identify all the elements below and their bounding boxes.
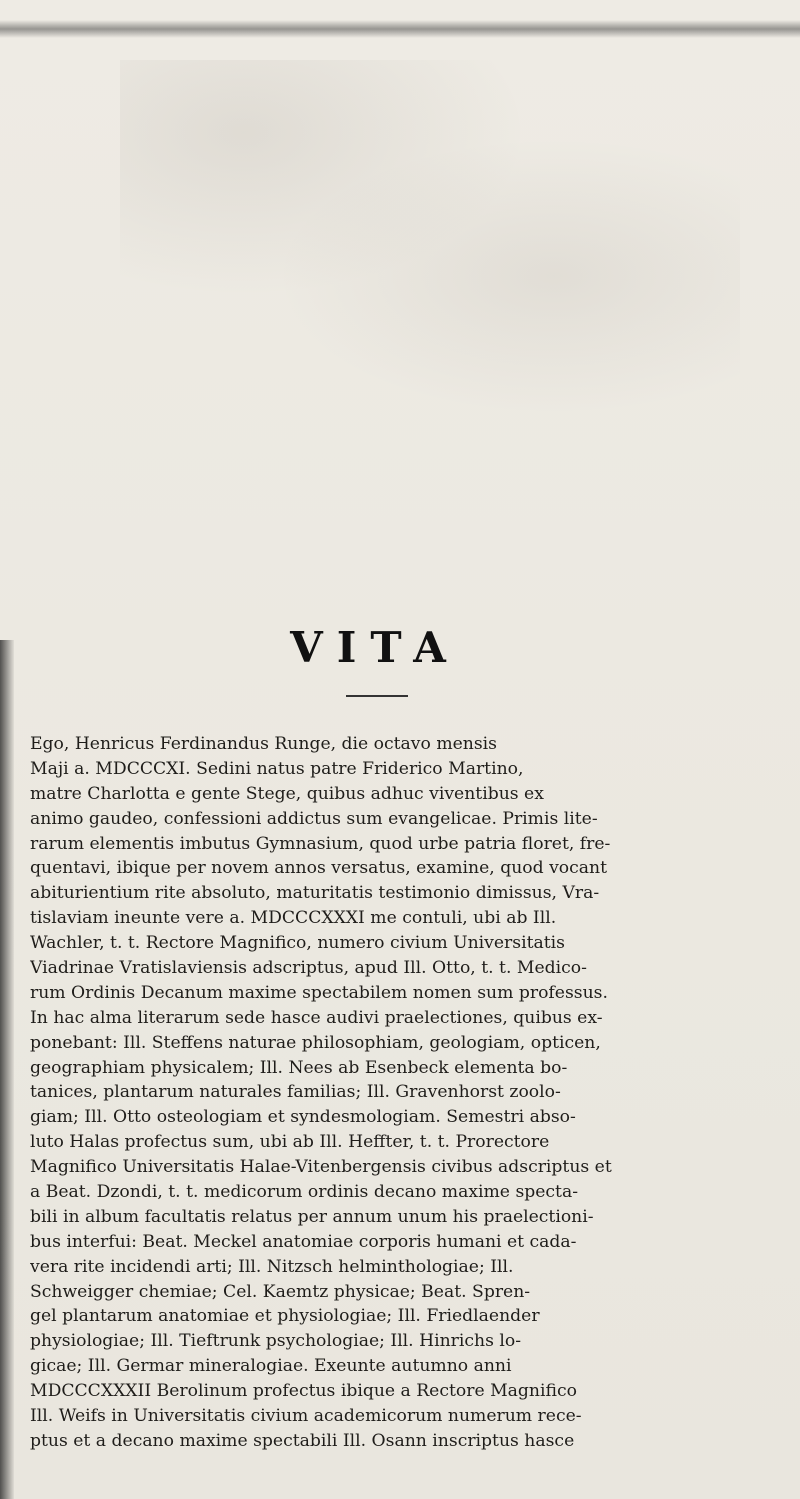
title-underline	[346, 695, 408, 697]
text-line: Ego, Henricus Ferdinandus Runge, die octavo mensis	[30, 734, 497, 754]
text-line: a Beat. Dzondi, t. t. medicorum ordinis decano maxime specta-	[30, 1182, 579, 1203]
text-line: bili in album facultatis relatus per annum unum his praelectioni-	[30, 1206, 594, 1227]
text-line: luto Halas profectus sum, ubi ab Ill. Heffter, t. t. Prorectore	[30, 1132, 550, 1153]
text-line: gicae; Ill. Germar mineralogiae. Exeunte autumno anni	[30, 1356, 512, 1377]
section-title: VITA	[290, 623, 460, 672]
text-line: animo gaudeo, confessioni addictus sum evangelicae. Primis lite-	[30, 808, 598, 829]
text-line: bus interfui: Beat. Meckel anatomiae corporis humani et cada-	[30, 1231, 577, 1252]
text-line: ptus et a decano maxime spectabili Ill. Osann inscriptus hasce	[30, 1430, 575, 1451]
text-line: Viadrinae Vratislaviensis adscriptus, apud Ill. Otto, t. t. Medico-	[30, 958, 587, 979]
text-line: abiturientium rite absoluto, maturitatis testimonio dimissus, Vra-	[30, 883, 600, 904]
text-line: Schweigger chemiae; Cel. Kaemtz physicae; Beat. Spren-	[30, 1281, 531, 1302]
text-line: vera rite incidendi arti; Ill. Nitzsch helminthologiae; Ill.	[30, 1256, 514, 1277]
vita-body-text	[30, 732, 770, 1454]
text-line: gel plantarum anatomiae et physiologiae; Ill. Friedlaender	[30, 1306, 540, 1327]
top-edge-shadow	[0, 20, 800, 38]
text-line: tanices, plantarum naturales familias; Ill. Gravenhorst zoolo-	[30, 1082, 561, 1103]
text-line: matre Charlotta e gente Stege, quibus adhuc viventibus ex	[30, 783, 544, 804]
text-line: Ill. Weifs in Universitatis civium academicorum numerum rece-	[30, 1406, 582, 1427]
text-line: rum Ordinis Decanum maxime spectabilem nomen sum professus.	[30, 982, 608, 1003]
binding-edge-shadow	[0, 640, 14, 1499]
text-line: tislaviam ineunte vere a. MDCCCXXXI me contuli, ubi ab Ill.	[30, 908, 557, 929]
text-line: rarum elementis imbutus Gymnasium, quod urbe patria floret, fre-	[30, 833, 611, 854]
text-line: ponebant: Ill. Steffens naturae philosophiam, geologiam, opticen,	[30, 1032, 601, 1053]
text-line: Maji a. MDCCCXI. Sedini natus patre Friderico Martino,	[30, 758, 524, 779]
text-line: geographiam physicalem; Ill. Nees ab Esenbeck elementa bo-	[30, 1057, 568, 1078]
text-line: Wachler, t. t. Rectore Magnifico, numero civium Universitatis	[30, 933, 565, 954]
text-line: quentavi, ibique per novem annos versatus, examine, quod vocant	[30, 858, 607, 879]
show-through-area	[120, 60, 740, 420]
text-line: physiologiae; Ill. Tieftrunk psychologiae; Ill. Hinrichs lo-	[30, 1331, 522, 1352]
text-line: MDCCCXXXII Berolinum profectus ibique a Rectore Magnifico	[30, 1381, 577, 1402]
text-line: giam; Ill. Otto osteologiam et syndesmologiam. Semestri abso-	[30, 1107, 576, 1128]
text-line: Magnifico Universitatis Halae-Vitenbergensis civibus adscriptus et	[30, 1157, 612, 1178]
text-line: In hac alma literarum sede hasce audivi praelectiones, quibus ex-	[30, 1007, 603, 1028]
